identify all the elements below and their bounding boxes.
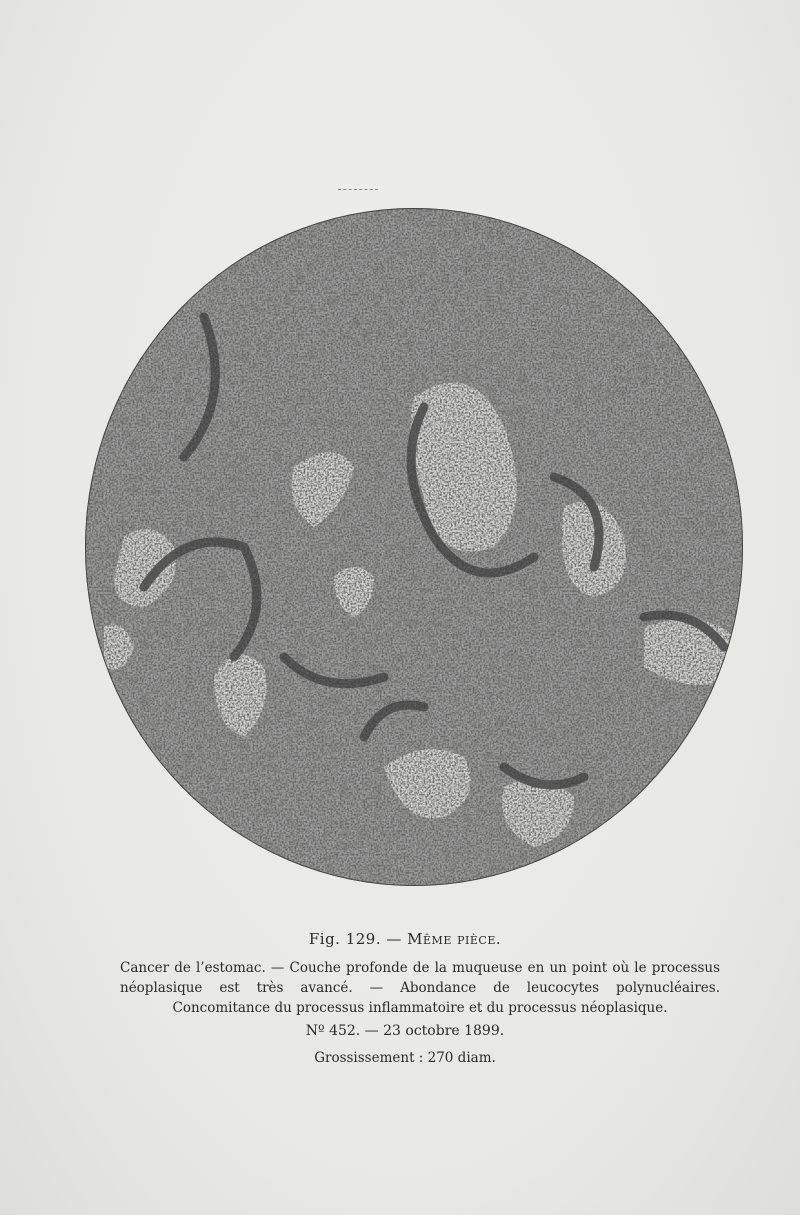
specimen-number-date: Nº 452. — 23 octobre 1899.	[305, 1023, 505, 1039]
figure-number: Fig. 129.	[308, 930, 382, 948]
figure-title-text: Même pièce.	[407, 930, 502, 948]
figure-title	[110, 930, 700, 948]
micrograph-image	[84, 207, 744, 887]
magnification-note: Grossissement : 270 diam.	[314, 1050, 496, 1066]
figure-description: Cancer de l’estomac. — Couche profonde de la muqueuse en un point où le processus néoplasique est très avancé. — Abondance de leucocytes polynucléaires. Concomitance du processus inflammatoire et du processus néoplasique.	[120, 960, 720, 1016]
registration-mark	[338, 189, 378, 191]
figure-title-separator: —	[381, 930, 408, 948]
